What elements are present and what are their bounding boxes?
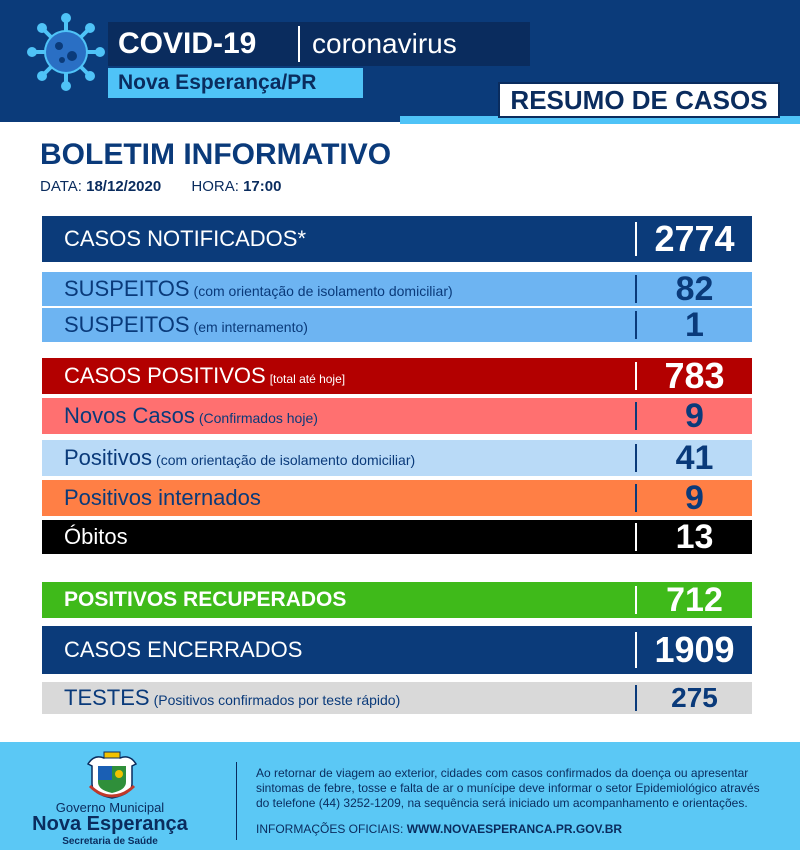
row-label: SUSPEITOS xyxy=(64,276,190,301)
title-sub: coronavirus xyxy=(312,28,457,59)
row-suspeitos-internamento xyxy=(42,308,752,342)
row-note: [total até hoje] xyxy=(269,372,346,386)
virus-icon xyxy=(26,12,106,92)
gov-line-3: Secretaria de Saúde xyxy=(62,836,158,847)
row-label: Positivos internados xyxy=(64,485,261,510)
resumo-title: RESUMO DE CASOS xyxy=(510,85,768,115)
row-label: Óbitos xyxy=(64,524,128,549)
row-value: 1909 xyxy=(654,629,735,670)
row-positivos-internados xyxy=(42,480,752,516)
row-novos-casos xyxy=(42,398,752,434)
row-note: (em internamento) xyxy=(193,319,308,335)
date-label: DATA: xyxy=(40,178,82,195)
date-value: 18/12/2020 xyxy=(86,178,162,195)
info-url[interactable]: WWW.NOVAESPERANCA.PR.GOV.BR xyxy=(406,822,623,836)
row-value: 9 xyxy=(685,397,704,435)
row-label: SUSPEITOS xyxy=(64,312,190,337)
row-obitos xyxy=(42,520,752,554)
municipal-crest-icon xyxy=(84,750,140,800)
row-value: 41 xyxy=(675,439,714,477)
row-note: (com orientação de isolamento domiciliar) xyxy=(193,283,453,299)
row-suspeitos-isolamento xyxy=(42,272,752,306)
row-label: CASOS ENCERRADOS xyxy=(64,637,303,662)
row-note: (Positivos confirmados por teste rápido) xyxy=(153,692,401,708)
row-label: POSITIVOS RECUPERADOS xyxy=(64,588,347,611)
city-name: Nova Esperança/PR xyxy=(118,71,317,94)
row-value: 1 xyxy=(685,306,704,344)
title-separator xyxy=(298,26,300,62)
gov-line-2: Nova Esperança xyxy=(32,813,188,835)
row-label: CASOS POSITIVOS xyxy=(64,363,266,388)
row-casos-encerrados xyxy=(42,626,752,674)
time-value: 17:00 xyxy=(243,178,282,195)
city-bar xyxy=(108,68,363,98)
row-label: TESTES xyxy=(64,685,150,710)
footer-divider xyxy=(236,762,237,840)
row-note: (com orientação de isolamento domiciliar) xyxy=(156,452,416,468)
row-value: 82 xyxy=(675,270,714,308)
gov-line-1: Governo Municipal xyxy=(55,800,165,815)
footer-info xyxy=(256,822,622,836)
boletim-title: BOLETIM INFORMATIVO xyxy=(40,138,392,171)
row-value: 13 xyxy=(675,518,714,556)
row-label: CASOS NOTIFICADOS* xyxy=(64,226,307,251)
row-casos-notificados xyxy=(42,216,752,262)
title-bar xyxy=(108,22,530,66)
row-value: 712 xyxy=(666,581,723,619)
row-testes xyxy=(42,682,752,714)
row-note: (Confirmados hoje) xyxy=(198,410,318,426)
title-main: COVID-19 xyxy=(118,27,257,60)
row-positivos-isolamento xyxy=(42,440,752,476)
info-label: INFORMAÇÕES OFICIAIS: xyxy=(256,822,404,836)
row-label: Novos Casos xyxy=(64,403,195,428)
footer xyxy=(0,742,800,850)
row-value: 783 xyxy=(664,355,725,396)
time-label: HORA: xyxy=(191,178,239,195)
boletim-meta xyxy=(40,178,281,196)
footer-notice: Ao retornar de viagem ao exterior, cidades com casos confirmados da doença ou apresentar sintomas de febre, tosse e falta de ar o munícipe deve informar o setor Epidemiológico através do telefone (44) 3252-1209, na sequência será iniciado um acompanhamento e orientações. xyxy=(256,766,760,810)
row-value: 9 xyxy=(685,479,704,517)
row-positivos-recuperados xyxy=(42,582,752,618)
row-value: 2774 xyxy=(654,218,735,259)
resumo-box xyxy=(498,82,780,118)
row-casos-positivos xyxy=(42,355,752,396)
row-value: 275 xyxy=(671,682,718,713)
row-label: Positivos xyxy=(64,445,153,470)
